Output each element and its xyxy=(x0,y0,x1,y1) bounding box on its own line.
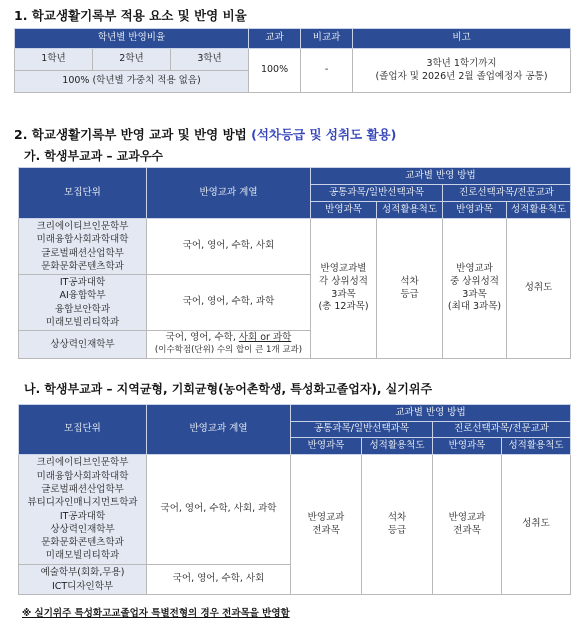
unit-cell xyxy=(19,219,147,275)
note-line1: 3학년 1학기까지 xyxy=(426,57,497,69)
unit-name: 글로벌패션산업학부 xyxy=(41,247,124,259)
header-common: 공통과목/일반선택과목 xyxy=(291,422,433,438)
subjects-note: (이수학점(단위) 수의 합이 큰 1개 교과) xyxy=(154,345,303,356)
ratio-table xyxy=(14,28,571,93)
unit-name: 크리에이티브인문학부 xyxy=(36,220,129,232)
unit-name: IT공과대학 xyxy=(59,276,106,288)
common-grade-line: 석차 xyxy=(387,511,407,523)
career-refl-line: (최대 3과목) xyxy=(447,301,502,313)
header-method: 교과별 반영 방법 xyxy=(291,405,571,422)
common-grade-cell xyxy=(377,219,443,359)
career-refl-line: 중 상위성적 xyxy=(450,275,499,287)
section2-title-accent: (석차등급 및 성취도 활용) xyxy=(251,127,397,142)
common-refl-line: (총 12과목) xyxy=(318,301,369,313)
table-b-title: 나. 학생부교과 – 지역균형, 기회균형(농어촌학생, 특성화고졸업자), 실기위주 xyxy=(24,382,433,396)
header-career-refl: 반영과목 xyxy=(443,202,507,219)
unit-name: 상상력인재학부 xyxy=(50,523,115,535)
unit-name: 문화문화콘텐츠학과 xyxy=(41,537,124,549)
header-career-grade: 성적활용척도 xyxy=(507,202,571,219)
note-line2: (졸업자 및 2026년 2월 졸업예정자 공통) xyxy=(375,70,548,82)
subjects-cell: 국어, 영어, 수학, 사회 xyxy=(147,219,311,275)
common-grade-line: 등급 xyxy=(400,288,419,300)
header-subjects: 반영교과 계열 xyxy=(147,405,291,455)
common-refl-line: 3과목 xyxy=(331,288,356,300)
common-grade-cell xyxy=(362,455,433,595)
unit-name: 융합보안학과 xyxy=(54,303,111,315)
grade-1: 1학년 xyxy=(15,49,93,71)
common-refl-cell xyxy=(291,455,362,595)
subjects-cell: 국어, 영어, 수학, 과학 xyxy=(147,275,311,331)
header-note: 비고 xyxy=(353,29,571,49)
common-refl-line: 각 상위성적 xyxy=(319,275,368,287)
ratio-all: 100% (학년별 가중치 적용 없음) xyxy=(15,71,249,93)
unit-name: 미래모빌리티학과 xyxy=(45,316,120,328)
career-grade-cell: 성취도 xyxy=(507,219,571,359)
header-common-grade: 성적활용척도 xyxy=(377,202,443,219)
header-career: 진로선택과목/전문교과 xyxy=(443,185,571,202)
header-common-refl: 반영과목 xyxy=(311,202,377,219)
common-refl-line: 전과목 xyxy=(312,524,340,536)
common-grade-line: 석차 xyxy=(400,275,419,287)
subjects-cell: 국어, 영어, 수학, 사회, 과학 xyxy=(147,455,291,565)
unit-cell: 상상력인재학부 xyxy=(19,331,147,359)
unit-name: 미래융합사회과학대학 xyxy=(36,470,129,482)
unit-name: AI융합학부 xyxy=(59,290,106,302)
header-subjects: 반영교과 계열 xyxy=(147,168,311,219)
header-common-refl: 반영과목 xyxy=(291,438,362,455)
subjects-main xyxy=(149,332,308,345)
career-refl-line: 3과목 xyxy=(462,288,487,300)
unit-cell xyxy=(19,565,147,595)
subjects-cell: 국어, 영어, 수학, 사회 xyxy=(147,565,291,595)
section1-title: 1. 학교생활기록부 적용 요소 및 반영 비율 xyxy=(14,8,247,23)
table-a-title: 가. 학생부교과 – 교과우수 xyxy=(24,149,164,163)
common-refl-cell xyxy=(311,219,377,359)
header-ratio: 학년별 반영비율 xyxy=(15,29,249,49)
header-career-refl: 반영과목 xyxy=(433,438,502,455)
section2-title xyxy=(14,125,396,143)
footnote: ※ 실기위주 특성화고교졸업자 특별전형의 경우 전과목을 반영함 xyxy=(22,608,290,619)
header-career: 진로선택과목/전문교과 xyxy=(433,422,571,438)
common-grade-line: 등급 xyxy=(387,524,407,536)
header-method: 교과별 반영 방법 xyxy=(311,168,571,185)
unit-name: 글로벌패션산업학부 xyxy=(41,483,124,495)
unit-cell xyxy=(19,275,147,331)
career-refl-line: 전과목 xyxy=(453,524,481,536)
header-common-grade: 성적활용척도 xyxy=(362,438,433,455)
career-grade-cell: 성취도 xyxy=(502,455,571,595)
subject-value: 100% xyxy=(249,49,301,93)
table-a xyxy=(18,167,571,359)
unit-name: IT공과대학 xyxy=(59,510,106,522)
unit-name: 뷰티디자인매니지먼트학과 xyxy=(27,497,138,509)
grade-3: 3학년 xyxy=(171,49,249,71)
subjects-prefix: 국어, 영어, 수학, xyxy=(165,332,239,344)
unit-name: 예술학부(회화,무용) xyxy=(40,567,125,579)
subjects-underline: 사회 or 과학 xyxy=(238,332,292,344)
header-nonsubject: 비교과 xyxy=(301,29,353,49)
subjects-cell xyxy=(147,331,311,359)
header-unit: 모집단위 xyxy=(19,405,147,455)
header-common: 공통과목/일반선택과목 xyxy=(311,185,443,202)
grade-2: 2학년 xyxy=(93,49,171,71)
unit-name: 문화문화콘텐츠학과 xyxy=(41,260,124,272)
header-subject: 교과 xyxy=(249,29,301,49)
career-refl-cell xyxy=(433,455,502,595)
unit-name: ICT디자인학부 xyxy=(51,580,114,592)
nonsubject-value: - xyxy=(301,49,353,93)
career-refl-line: 반영교과 xyxy=(456,262,493,274)
common-refl-line: 반영교과별 xyxy=(320,262,367,274)
section2-title-plain: 2. 학교생활기록부 반영 교과 및 반영 방법 xyxy=(14,127,252,142)
common-refl-line: 반영교과 xyxy=(307,511,345,523)
note-cell xyxy=(353,49,571,93)
table-b xyxy=(18,404,571,595)
career-refl-line: 반영교과 xyxy=(448,511,486,523)
header-unit: 모집단위 xyxy=(19,168,147,219)
header-career-grade: 성적활용척도 xyxy=(502,438,571,455)
unit-name: 미래모빌리티학과 xyxy=(45,550,120,562)
unit-name: 미래융합사회과학대학 xyxy=(36,234,129,246)
unit-cell xyxy=(19,455,147,565)
unit-name: 크리에이티브인문학부 xyxy=(36,457,129,469)
career-refl-cell xyxy=(443,219,507,359)
